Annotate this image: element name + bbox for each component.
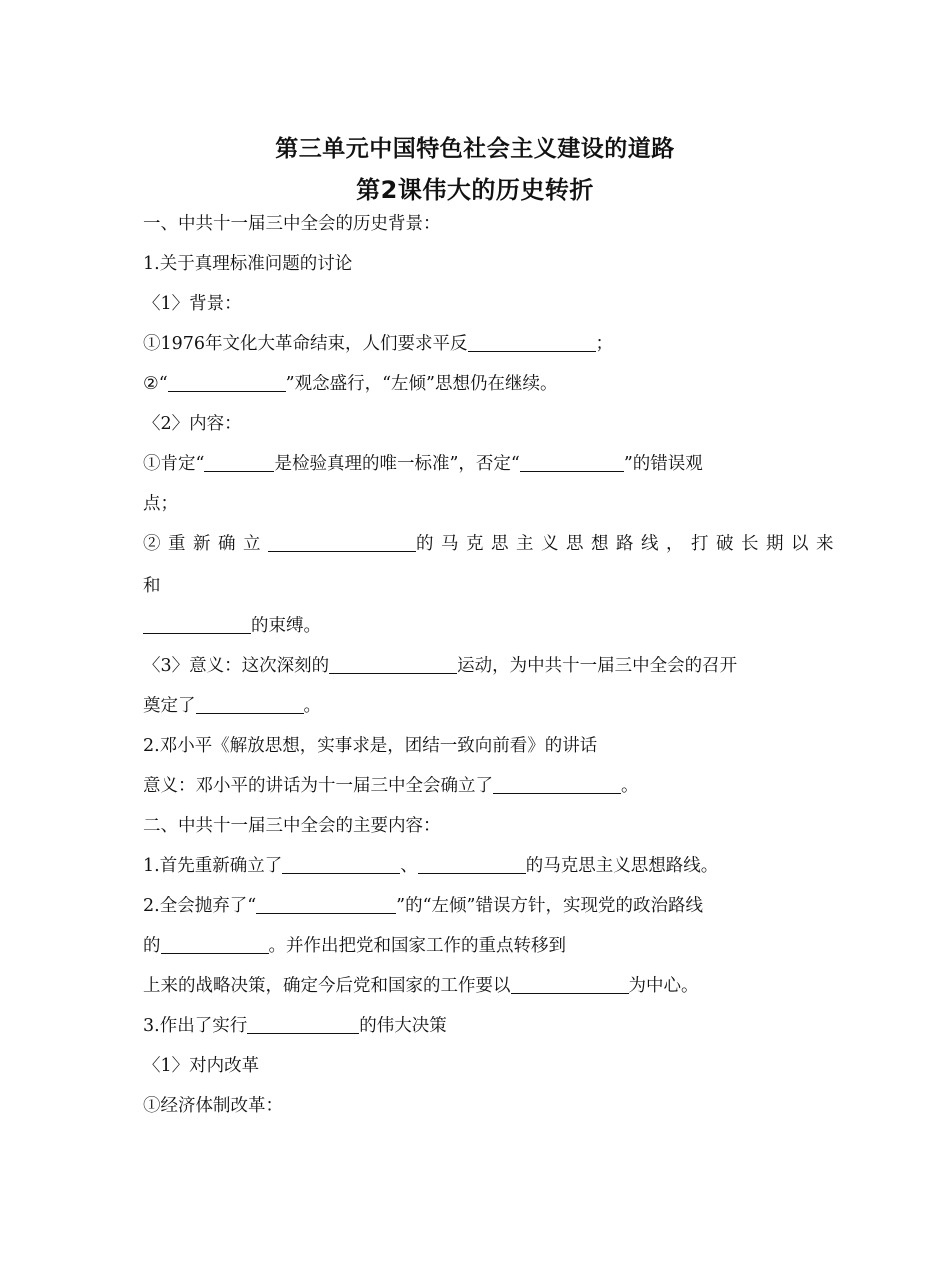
content-point-2-cont-b [143, 614, 321, 638]
section-1-heading: 一、中共十一届三中全会的历史背景： [143, 214, 441, 234]
text-segment: ②重新确立 [143, 534, 268, 554]
fill-blank[interactable] [143, 615, 251, 634]
text-segment: 的束缚。 [251, 616, 321, 636]
text-segment: 为中心。 [628, 976, 699, 996]
fill-blank[interactable] [329, 655, 457, 674]
economic-reform-heading: ①经济体制改革： [143, 1096, 283, 1116]
text-segment: 。 [621, 776, 639, 796]
section-2-heading: 二、中共十一届三中全会的主要内容： [143, 816, 441, 836]
fill-blank[interactable] [256, 895, 396, 914]
section-2-point-3 [143, 1014, 447, 1038]
background-heading: 〈1〉背景： [143, 294, 242, 314]
item-2-significance [143, 774, 639, 798]
text-segment: 。 [303, 696, 321, 716]
text-segment: 1.首先重新确立了 [143, 856, 283, 876]
fill-blank[interactable] [268, 533, 416, 552]
fill-blank[interactable] [418, 855, 526, 874]
text-segment: ②“ [143, 374, 168, 394]
internal-reform-heading: 〈1〉对内改革 [143, 1056, 260, 1076]
text-segment: 3.作出了实行 [143, 1016, 248, 1036]
section-2-point-2-cont-a [143, 934, 566, 958]
text-segment: ”的“左倾”错误方针，实现党的政治路线 [396, 896, 703, 916]
fill-blank[interactable] [520, 453, 624, 472]
background-point-2 [143, 372, 557, 396]
text-segment: 的马克思主义思想路线，打破长期以来 [416, 534, 841, 554]
fill-blank[interactable] [468, 333, 596, 352]
text-segment: 奠定了 [143, 696, 196, 716]
section-2-point-2-cont-b [143, 974, 699, 998]
content-heading: 〈2〉内容： [143, 414, 242, 434]
item-1-heading: 1.关于真理标准问题的讨论 [143, 254, 353, 274]
content-point-2 [143, 532, 841, 556]
fill-blank[interactable] [511, 975, 629, 994]
text-segment: ； [595, 334, 614, 354]
text-segment: 运动，为中共十一届三中全会的召开 [457, 656, 738, 676]
fill-blank[interactable] [196, 695, 304, 714]
text-segment: 的马克思主义思想路线。 [525, 856, 719, 876]
text-segment: 〈3〉意义：这次深刻的 [143, 656, 330, 676]
fill-blank[interactable] [204, 453, 274, 472]
significance-line-1 [143, 654, 737, 678]
item-2-heading: 2.邓小平《解放思想，实事求是，团结一致向前看》的讲话 [143, 736, 598, 756]
fill-blank[interactable] [161, 935, 269, 954]
content-point-1 [143, 452, 703, 476]
unit-title: 第三单元中国特色社会主义建设的道路 [275, 136, 675, 162]
section-2-point-2 [143, 894, 703, 918]
content-point-2-cont-a: 和 [143, 576, 161, 596]
text-segment: 、 [400, 856, 418, 876]
section-2-point-1 [143, 854, 718, 878]
lesson-title: 第2课伟大的历史转折 [356, 176, 594, 204]
text-segment: 2.全会抛弃了“ [143, 896, 257, 916]
text-segment: 是检验真理的唯一标准”，否定“ [274, 454, 520, 474]
fill-blank[interactable] [168, 373, 286, 392]
text-segment: 。并作出把党和国家工作的重点转移到 [268, 936, 566, 956]
fill-blank[interactable] [247, 1015, 359, 1034]
fill-blank[interactable] [493, 775, 621, 794]
text-segment: ①1976年文化大革命结束，人们要求平反 [143, 334, 468, 354]
text-segment: 上来的战略决策，确定今后党和国家的工作要以 [143, 976, 511, 996]
content-point-1-cont: 点； [143, 494, 178, 514]
text-segment: 意义：邓小平的讲话为十一届三中全会确立了 [143, 776, 493, 796]
text-segment: ”观念盛行，“左倾”思想仍在继续。 [285, 374, 558, 394]
text-segment: ①肯定“ [143, 454, 205, 474]
significance-line-2 [143, 694, 321, 718]
text-segment: ”的错误观 [623, 454, 703, 474]
text-segment: 的 [143, 936, 161, 956]
text-segment: 的伟大决策 [359, 1016, 447, 1036]
background-point-1 [143, 332, 613, 356]
fill-blank[interactable] [282, 855, 400, 874]
